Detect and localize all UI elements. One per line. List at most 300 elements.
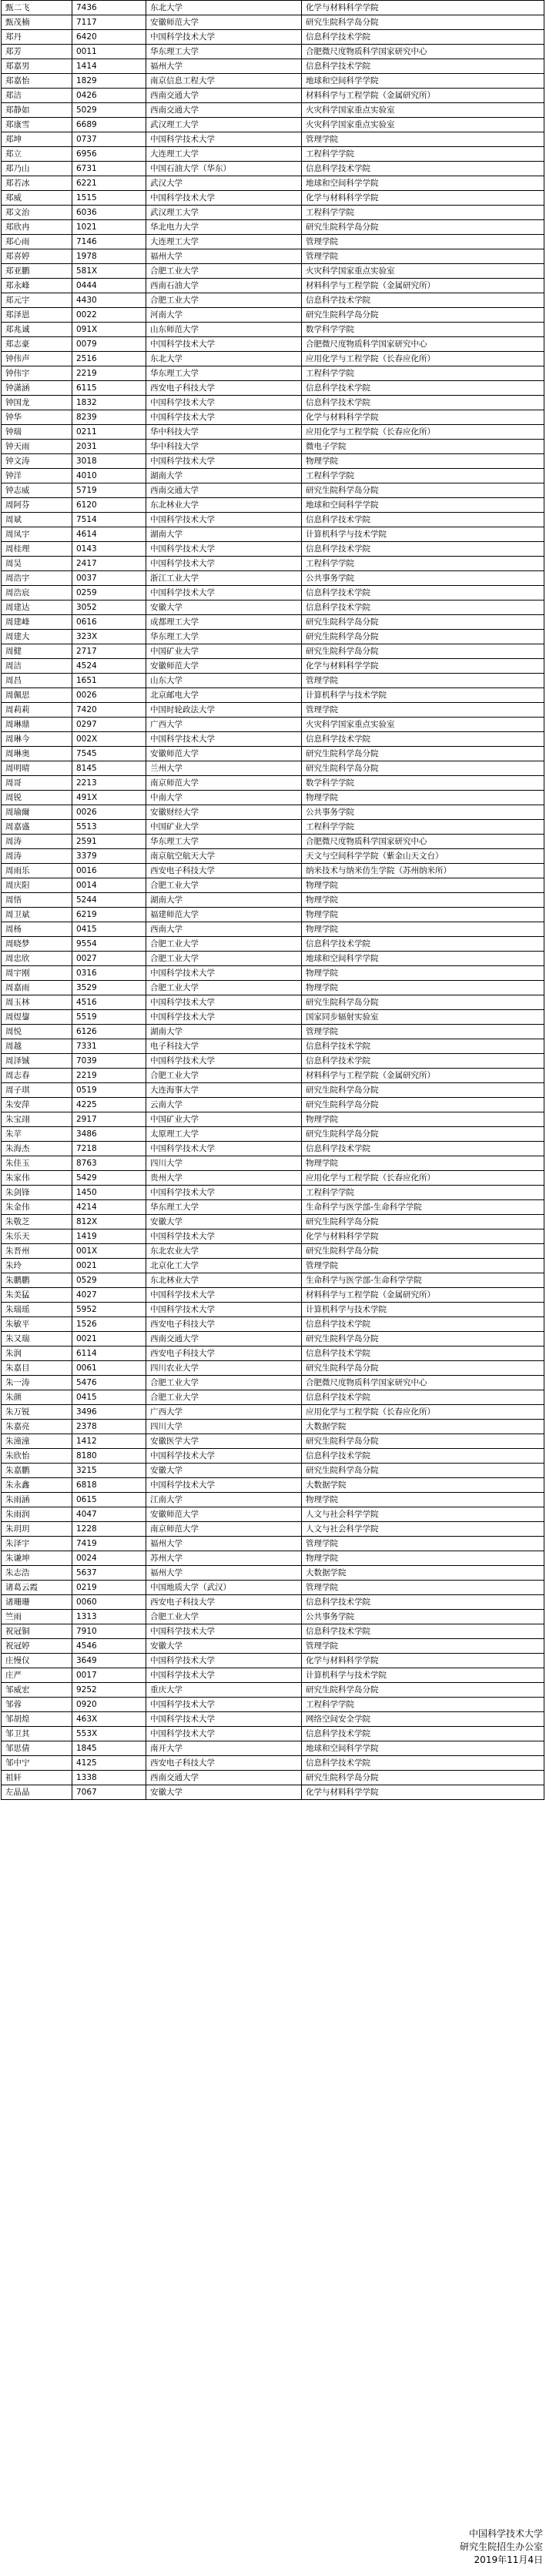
id-suffix-cell: 5029 (72, 103, 146, 118)
undergrad-school-cell: 山东大学 (146, 674, 302, 688)
undergrad-school-cell: 江南大学 (146, 1493, 302, 1507)
student-name-cell: 周卫斌 (2, 908, 72, 922)
table-row (2, 279, 544, 293)
id-suffix-cell: 3215 (72, 1464, 146, 1478)
table-row (2, 1317, 544, 1332)
table-row (2, 557, 544, 571)
student-name-cell: 周涛 (2, 835, 72, 849)
id-suffix-cell: 5429 (72, 1171, 146, 1186)
admitting-school-cell: 化学与材料科学学院 (302, 1229, 544, 1244)
admitting-school-cell: 化学与材料科学学院 (302, 1654, 544, 1668)
student-name-cell: 郑兆诚 (2, 323, 72, 337)
admitting-school-cell: 研究生院科学岛分院 (302, 1215, 544, 1229)
admitting-school-cell: 物理学院 (302, 1156, 544, 1171)
admitting-school-cell: 管理学院 (302, 674, 544, 688)
table-row (2, 440, 544, 454)
id-suffix-cell: 2516 (72, 352, 146, 366)
undergrad-school-cell: 成都理工大学 (146, 615, 302, 630)
table-row (2, 776, 544, 791)
table-row (2, 1200, 544, 1215)
id-suffix-cell: 491X (72, 791, 146, 805)
student-name-cell: 郑亚鹏 (2, 264, 72, 279)
id-suffix-cell: 0027 (72, 952, 146, 966)
undergrad-school-cell: 合肥工业大学 (146, 981, 302, 995)
id-suffix-cell: 9554 (72, 937, 146, 952)
id-suffix-cell: 7436 (72, 1, 146, 15)
id-suffix-cell: 5244 (72, 893, 146, 908)
admitting-school-cell: 信息科学技术学院 (302, 542, 544, 557)
undergrad-school-cell: 安徽大学 (146, 1215, 302, 1229)
table-row (2, 235, 544, 249)
table-row (2, 1683, 544, 1698)
undergrad-school-cell: 湖南大学 (146, 1025, 302, 1039)
undergrad-school-cell: 大连海事大学 (146, 1083, 302, 1098)
id-suffix-cell: 2591 (72, 835, 146, 849)
table-row (2, 630, 544, 644)
table-row (2, 1595, 544, 1610)
student-name-cell: 周洁 (2, 659, 72, 674)
id-suffix-cell: 1651 (72, 674, 146, 688)
admitting-school-cell: 物理学院 (302, 454, 544, 469)
student-name-cell: 钟伟宇 (2, 366, 72, 381)
admitting-school-cell: 信息科学技术学院 (302, 601, 544, 615)
table-row (2, 1215, 544, 1229)
admitting-school-cell: 信息科学技术学院 (302, 1054, 544, 1069)
student-name-cell: 朱嘉鹏 (2, 1464, 72, 1478)
table-row (2, 59, 544, 74)
admitting-school-cell: 化学与材料科学学院 (302, 191, 544, 206)
undergrad-school-cell: 西安电子科技大学 (146, 1317, 302, 1332)
student-name-cell: 朱乐天 (2, 1229, 72, 1244)
id-suffix-cell: 5719 (72, 483, 146, 498)
admitting-school-cell: 研究生院科学岛分院 (302, 1683, 544, 1698)
student-name-cell: 郑元宇 (2, 293, 72, 308)
undergrad-school-cell: 安徽大学 (146, 1639, 302, 1654)
undergrad-school-cell: 中国科学技术大学 (146, 1654, 302, 1668)
undergrad-school-cell: 中国矿业大学 (146, 1112, 302, 1127)
undergrad-school-cell: 安徽师范大学 (146, 15, 302, 30)
undergrad-school-cell: 福州大学 (146, 249, 302, 264)
student-name-cell: 周凤宇 (2, 527, 72, 542)
student-name-cell: 祝冠铜 (2, 1624, 72, 1639)
table-row (2, 1639, 544, 1654)
admitting-school-cell: 地球和空间科学学院 (302, 176, 544, 191)
undergrad-school-cell: 中国石油大学（华东） (146, 162, 302, 176)
id-suffix-cell: 7420 (72, 703, 146, 718)
admitting-school-cell: 工程科学学院 (302, 366, 544, 381)
id-suffix-cell: 001X (72, 1244, 146, 1259)
undergrad-school-cell: 安徽大学 (146, 1785, 302, 1800)
id-suffix-cell: 1829 (72, 74, 146, 89)
student-name-cell: 郑若冰 (2, 176, 72, 191)
student-name-cell: 郑永峰 (2, 279, 72, 293)
id-suffix-cell: 0060 (72, 1595, 146, 1610)
admitting-school-cell: 数学科学学院 (302, 323, 544, 337)
undergrad-school-cell: 中国矿业大学 (146, 820, 302, 835)
student-name-cell: 郑威 (2, 191, 72, 206)
admitting-school-cell: 物理学院 (302, 791, 544, 805)
table-row (2, 981, 544, 995)
undergrad-school-cell: 中南大学 (146, 791, 302, 805)
undergrad-school-cell: 中国科学技术大学 (146, 454, 302, 469)
admitting-school-cell: 研究生院科学岛分院 (302, 1098, 544, 1112)
admitting-school-cell: 地球和空间科学学院 (302, 1741, 544, 1756)
undergrad-school-cell: 中国科学技术大学 (146, 1288, 302, 1303)
footer-date: 2019年11月4日 (474, 2554, 543, 2565)
admitting-school-cell: 地球和空间科学学院 (302, 498, 544, 513)
table-row (2, 454, 544, 469)
student-name-cell: 钟瑞 (2, 425, 72, 440)
table-row (2, 1405, 544, 1420)
undergrad-school-cell: 四川大学 (146, 1156, 302, 1171)
undergrad-school-cell: 西安电子科技大学 (146, 1347, 302, 1361)
student-name-cell: 周建大 (2, 630, 72, 644)
undergrad-school-cell: 大连理工大学 (146, 147, 302, 162)
student-name-cell: 周宇刚 (2, 966, 72, 981)
id-suffix-cell: 1845 (72, 1741, 146, 1756)
undergrad-school-cell: 中国科学技术大学 (146, 1229, 302, 1244)
undergrad-school-cell: 中国科学技术大学 (146, 557, 302, 571)
id-suffix-cell: 0079 (72, 337, 146, 352)
student-name-cell: 朱晋州 (2, 1244, 72, 1259)
undergrad-school-cell: 华东理工大学 (146, 630, 302, 644)
student-name-cell: 祖轩 (2, 1771, 72, 1785)
student-name-cell: 郑静如 (2, 103, 72, 118)
footer-signature (460, 2527, 543, 2567)
admitting-school-cell: 管理学院 (302, 1537, 544, 1551)
admitting-school-cell: 信息科学技术学院 (302, 1317, 544, 1332)
id-suffix-cell: 0061 (72, 1361, 146, 1376)
undergrad-school-cell: 中国科学技术大学 (146, 1712, 302, 1727)
student-name-cell: 周莉莉 (2, 703, 72, 718)
table-row (2, 835, 544, 849)
admitting-school-cell: 管理学院 (302, 132, 544, 147)
student-name-cell: 郑坤 (2, 132, 72, 147)
undergrad-school-cell: 贵州大学 (146, 1171, 302, 1186)
admitting-school-cell: 化学与材料科学学院 (302, 410, 544, 425)
id-suffix-cell: 6221 (72, 176, 146, 191)
admitting-school-cell: 工程科学学院 (302, 557, 544, 571)
student-name-cell: 郑文治 (2, 206, 72, 220)
table-row (2, 191, 544, 206)
id-suffix-cell: 1978 (72, 249, 146, 264)
undergrad-school-cell: 合肥工业大学 (146, 952, 302, 966)
undergrad-school-cell: 合肥工业大学 (146, 878, 302, 893)
undergrad-school-cell: 中国科学技术大学 (146, 966, 302, 981)
table-row (2, 162, 544, 176)
id-suffix-cell: 0143 (72, 542, 146, 557)
admitting-school-cell: 大数据学院 (302, 1566, 544, 1581)
undergrad-school-cell: 西安电子科技大学 (146, 1595, 302, 1610)
admitting-school-cell: 研究生院科学岛分院 (302, 644, 544, 659)
admitting-school-cell: 物理学院 (302, 922, 544, 937)
undergrad-school-cell: 兰州大学 (146, 761, 302, 776)
admitting-school-cell: 计算机科学与技术学院 (302, 688, 544, 703)
admitting-school-cell: 研究生院科学岛分院 (302, 761, 544, 776)
undergrad-school-cell: 南京航空航天大学 (146, 849, 302, 864)
id-suffix-cell: 2213 (72, 776, 146, 791)
undergrad-school-cell: 西安电子科技大学 (146, 1756, 302, 1771)
admitting-school-cell: 材料科学与工程学院（金属研究所） (302, 1069, 544, 1083)
admitting-school-cell: 化学与材料科学学院 (302, 1785, 544, 1800)
admitting-school-cell: 应用化学与工程学院（长春应化所） (302, 352, 544, 366)
student-name-cell: 周琳今 (2, 732, 72, 747)
undergrad-school-cell: 南京师范大学 (146, 776, 302, 791)
table-row (2, 791, 544, 805)
table-row (2, 1566, 544, 1581)
student-name-cell: 周晓梦 (2, 937, 72, 952)
table-row (2, 849, 544, 864)
admitting-school-cell: 火灾科学国家重点实验室 (302, 718, 544, 732)
id-suffix-cell: 3379 (72, 849, 146, 864)
table-row (2, 89, 544, 103)
undergrad-school-cell: 合肥工业大学 (146, 264, 302, 279)
admitting-school-cell: 信息科学技术学院 (302, 1449, 544, 1464)
table-row (2, 1624, 544, 1639)
table-row (2, 1668, 544, 1683)
id-suffix-cell: 7910 (72, 1624, 146, 1639)
admitting-school-cell: 信息科学技术学院 (302, 396, 544, 410)
id-suffix-cell: 0297 (72, 718, 146, 732)
admitting-school-cell: 工程科学学院 (302, 147, 544, 162)
student-name-cell: 朱瑞瑶 (2, 1303, 72, 1317)
id-suffix-cell: 7039 (72, 1054, 146, 1069)
student-name-cell: 朱家伟 (2, 1171, 72, 1186)
admitting-school-cell: 应用化学与工程学院（长春应化所） (302, 1171, 544, 1186)
id-suffix-cell: 6114 (72, 1347, 146, 1361)
table-row (2, 381, 544, 396)
student-name-cell: 左晶晶 (2, 1785, 72, 1800)
student-name-cell: 钟潇涵 (2, 381, 72, 396)
table-row (2, 337, 544, 352)
table-row (2, 1507, 544, 1522)
table-row (2, 1127, 544, 1142)
undergrad-school-cell: 东北林业大学 (146, 498, 302, 513)
id-suffix-cell: 002X (72, 732, 146, 747)
undergrad-school-cell: 南京师范大学 (146, 1522, 302, 1537)
undergrad-school-cell: 西南交通大学 (146, 103, 302, 118)
id-suffix-cell: 2031 (72, 440, 146, 454)
table-row (2, 1303, 544, 1317)
student-name-cell: 郑康雪 (2, 118, 72, 132)
student-name-cell: 邹蓉 (2, 1698, 72, 1712)
id-suffix-cell: 1228 (72, 1522, 146, 1537)
id-suffix-cell: 4027 (72, 1288, 146, 1303)
table-row (2, 542, 544, 557)
admitting-school-cell: 物理学院 (302, 1551, 544, 1566)
id-suffix-cell: 0017 (72, 1668, 146, 1683)
admitting-school-cell: 信息科学技术学院 (302, 1347, 544, 1361)
table-row (2, 1771, 544, 1785)
table-row (2, 498, 544, 513)
table-row (2, 206, 544, 220)
table-row (2, 220, 544, 235)
table-row (2, 1010, 544, 1025)
student-name-cell: 钟天雨 (2, 440, 72, 454)
id-suffix-cell: 0920 (72, 1698, 146, 1712)
admitting-school-cell: 工程科学学院 (302, 1698, 544, 1712)
footer-office-name: 研究生院招生办公室 (459, 2541, 543, 2552)
table-row (2, 352, 544, 366)
admitting-school-cell: 研究生院科学岛分院 (302, 995, 544, 1010)
id-suffix-cell: 0259 (72, 586, 146, 601)
id-suffix-cell: 0016 (72, 864, 146, 878)
table-row (2, 147, 544, 162)
table-row (2, 1698, 544, 1712)
student-name-cell: 周悦 (2, 1025, 72, 1039)
student-name-cell: 诸珊珊 (2, 1595, 72, 1610)
table-row (2, 644, 544, 659)
id-suffix-cell: 4614 (72, 527, 146, 542)
id-suffix-cell: 4524 (72, 659, 146, 674)
student-name-cell: 周明晴 (2, 761, 72, 776)
table-row (2, 410, 544, 425)
undergrad-school-cell: 合肥工业大学 (146, 293, 302, 308)
admitting-school-cell: 网络空间安全学院 (302, 1712, 544, 1727)
table-row (2, 1654, 544, 1668)
undergrad-school-cell: 华中科技大学 (146, 425, 302, 440)
undergrad-school-cell: 西南交通大学 (146, 483, 302, 498)
id-suffix-cell: 0444 (72, 279, 146, 293)
admitting-school-cell: 管理学院 (302, 249, 544, 264)
id-suffix-cell: 7218 (72, 1142, 146, 1156)
admitting-school-cell: 工程科学学院 (302, 206, 544, 220)
undergrad-school-cell: 广西大学 (146, 1405, 302, 1420)
undergrad-school-cell: 中国科学技术大学 (146, 995, 302, 1010)
undergrad-school-cell: 西安电子科技大学 (146, 864, 302, 878)
student-name-cell: 朱又瑞 (2, 1332, 72, 1347)
table-row (2, 922, 544, 937)
id-suffix-cell: 3649 (72, 1654, 146, 1668)
admitting-school-cell: 研究生院科学岛分院 (302, 615, 544, 630)
admitting-school-cell: 研究生院科学岛分院 (302, 15, 544, 30)
undergrad-school-cell: 中国科学技术大学 (146, 1698, 302, 1712)
id-suffix-cell: 0026 (72, 688, 146, 703)
id-suffix-cell: 2417 (72, 557, 146, 571)
student-name-cell: 钟洋 (2, 469, 72, 483)
student-name-cell: 周泽铖 (2, 1054, 72, 1069)
table-row (2, 1054, 544, 1069)
student-name-cell: 朱雨涵 (2, 1493, 72, 1507)
undergrad-school-cell: 福建师范大学 (146, 908, 302, 922)
student-name-cell: 周桂理 (2, 542, 72, 557)
undergrad-school-cell: 华东理工大学 (146, 1200, 302, 1215)
student-name-cell: 周悟 (2, 893, 72, 908)
id-suffix-cell: 1338 (72, 1771, 146, 1785)
id-suffix-cell: 7545 (72, 747, 146, 761)
undergrad-school-cell: 中国科学技术大学 (146, 396, 302, 410)
table-row (2, 1288, 544, 1303)
undergrad-school-cell: 中国科学技术大学 (146, 1449, 302, 1464)
admitting-school-cell: 研究生院科学岛分院 (302, 1244, 544, 1259)
undergrad-school-cell: 中国科学技术大学 (146, 1054, 302, 1069)
admission-roster-table (1, 0, 544, 1800)
table-row (2, 249, 544, 264)
id-suffix-cell: 0426 (72, 89, 146, 103)
id-suffix-cell: 0022 (72, 308, 146, 323)
table-row (2, 1537, 544, 1551)
undergrad-school-cell: 华东理工大学 (146, 835, 302, 849)
table-row (2, 469, 544, 483)
student-name-cell: 周瑜爾 (2, 805, 72, 820)
student-name-cell: 朱潼潼 (2, 1434, 72, 1449)
student-name-cell: 郑嘉怡 (2, 74, 72, 89)
id-suffix-cell: 4010 (72, 469, 146, 483)
student-name-cell: 周浩宇 (2, 571, 72, 586)
undergrad-school-cell: 中国科学技术大学 (146, 132, 302, 147)
admitting-school-cell: 物理学院 (302, 1112, 544, 1127)
table-row (2, 425, 544, 440)
student-name-cell: 朱金伟 (2, 1200, 72, 1215)
undergrad-school-cell: 武汉大学 (146, 176, 302, 191)
admitting-school-cell: 管理学院 (302, 1259, 544, 1273)
student-name-cell: 周嘉雨 (2, 981, 72, 995)
student-name-cell: 郑洁 (2, 89, 72, 103)
table-row (2, 15, 544, 30)
undergrad-school-cell: 西安电子科技大学 (146, 381, 302, 396)
student-name-cell: 周昌 (2, 674, 72, 688)
admitting-school-cell: 纳米技术与纳米仿生学院（苏州纳米所） (302, 864, 544, 878)
undergrad-school-cell: 西南交通大学 (146, 1771, 302, 1785)
admitting-school-cell: 微电子学院 (302, 440, 544, 454)
table-row (2, 483, 544, 498)
student-name-cell: 朱敏平 (2, 1317, 72, 1332)
student-name-cell: 钟伟声 (2, 352, 72, 366)
undergrad-school-cell: 东北农业大学 (146, 1244, 302, 1259)
table-row (2, 1390, 544, 1405)
admitting-school-cell: 数学科学学院 (302, 776, 544, 791)
id-suffix-cell: 1526 (72, 1317, 146, 1332)
undergrad-school-cell: 北京化工大学 (146, 1259, 302, 1273)
undergrad-school-cell: 合肥工业大学 (146, 1610, 302, 1624)
student-name-cell: 祝冠婷 (2, 1639, 72, 1654)
id-suffix-cell: 7146 (72, 235, 146, 249)
admitting-school-cell: 火灾科学国家重点实验室 (302, 103, 544, 118)
id-suffix-cell: 8763 (72, 1156, 146, 1171)
id-suffix-cell: 4125 (72, 1756, 146, 1771)
admitting-school-cell: 地球和空间科学学院 (302, 74, 544, 89)
table-row (2, 586, 544, 601)
student-name-cell: 周嘉盛 (2, 820, 72, 835)
student-name-cell: 周忠欣 (2, 952, 72, 966)
admitting-school-cell: 工程科学学院 (302, 1186, 544, 1200)
undergrad-school-cell: 中国科学技术大学 (146, 410, 302, 425)
table-row (2, 732, 544, 747)
table-row (2, 688, 544, 703)
table-row (2, 703, 544, 718)
admitting-school-cell: 信息科学技术学院 (302, 586, 544, 601)
table-row (2, 718, 544, 732)
table-row (2, 1712, 544, 1727)
id-suffix-cell: 0316 (72, 966, 146, 981)
admitting-school-cell: 研究生院科学岛分院 (302, 1434, 544, 1449)
undergrad-school-cell: 中国科学技术大学 (146, 1010, 302, 1025)
undergrad-school-cell: 东北大学 (146, 352, 302, 366)
admitting-school-cell: 计算机科学与技术学院 (302, 1303, 544, 1317)
id-suffix-cell: 3052 (72, 601, 146, 615)
table-row (2, 1171, 544, 1186)
id-suffix-cell: 0211 (72, 425, 146, 440)
undergrad-school-cell: 西南大学 (146, 922, 302, 937)
id-suffix-cell: 6818 (72, 1478, 146, 1493)
undergrad-school-cell: 中国科学技术大学 (146, 30, 302, 45)
undergrad-school-cell: 合肥工业大学 (146, 1390, 302, 1405)
id-suffix-cell: 0011 (72, 45, 146, 59)
undergrad-school-cell: 四川大学 (146, 1420, 302, 1434)
table-row (2, 952, 544, 966)
roster-body (2, 1, 544, 1800)
admitting-school-cell: 合肥微尺度物质科学国家研究中心 (302, 337, 544, 352)
